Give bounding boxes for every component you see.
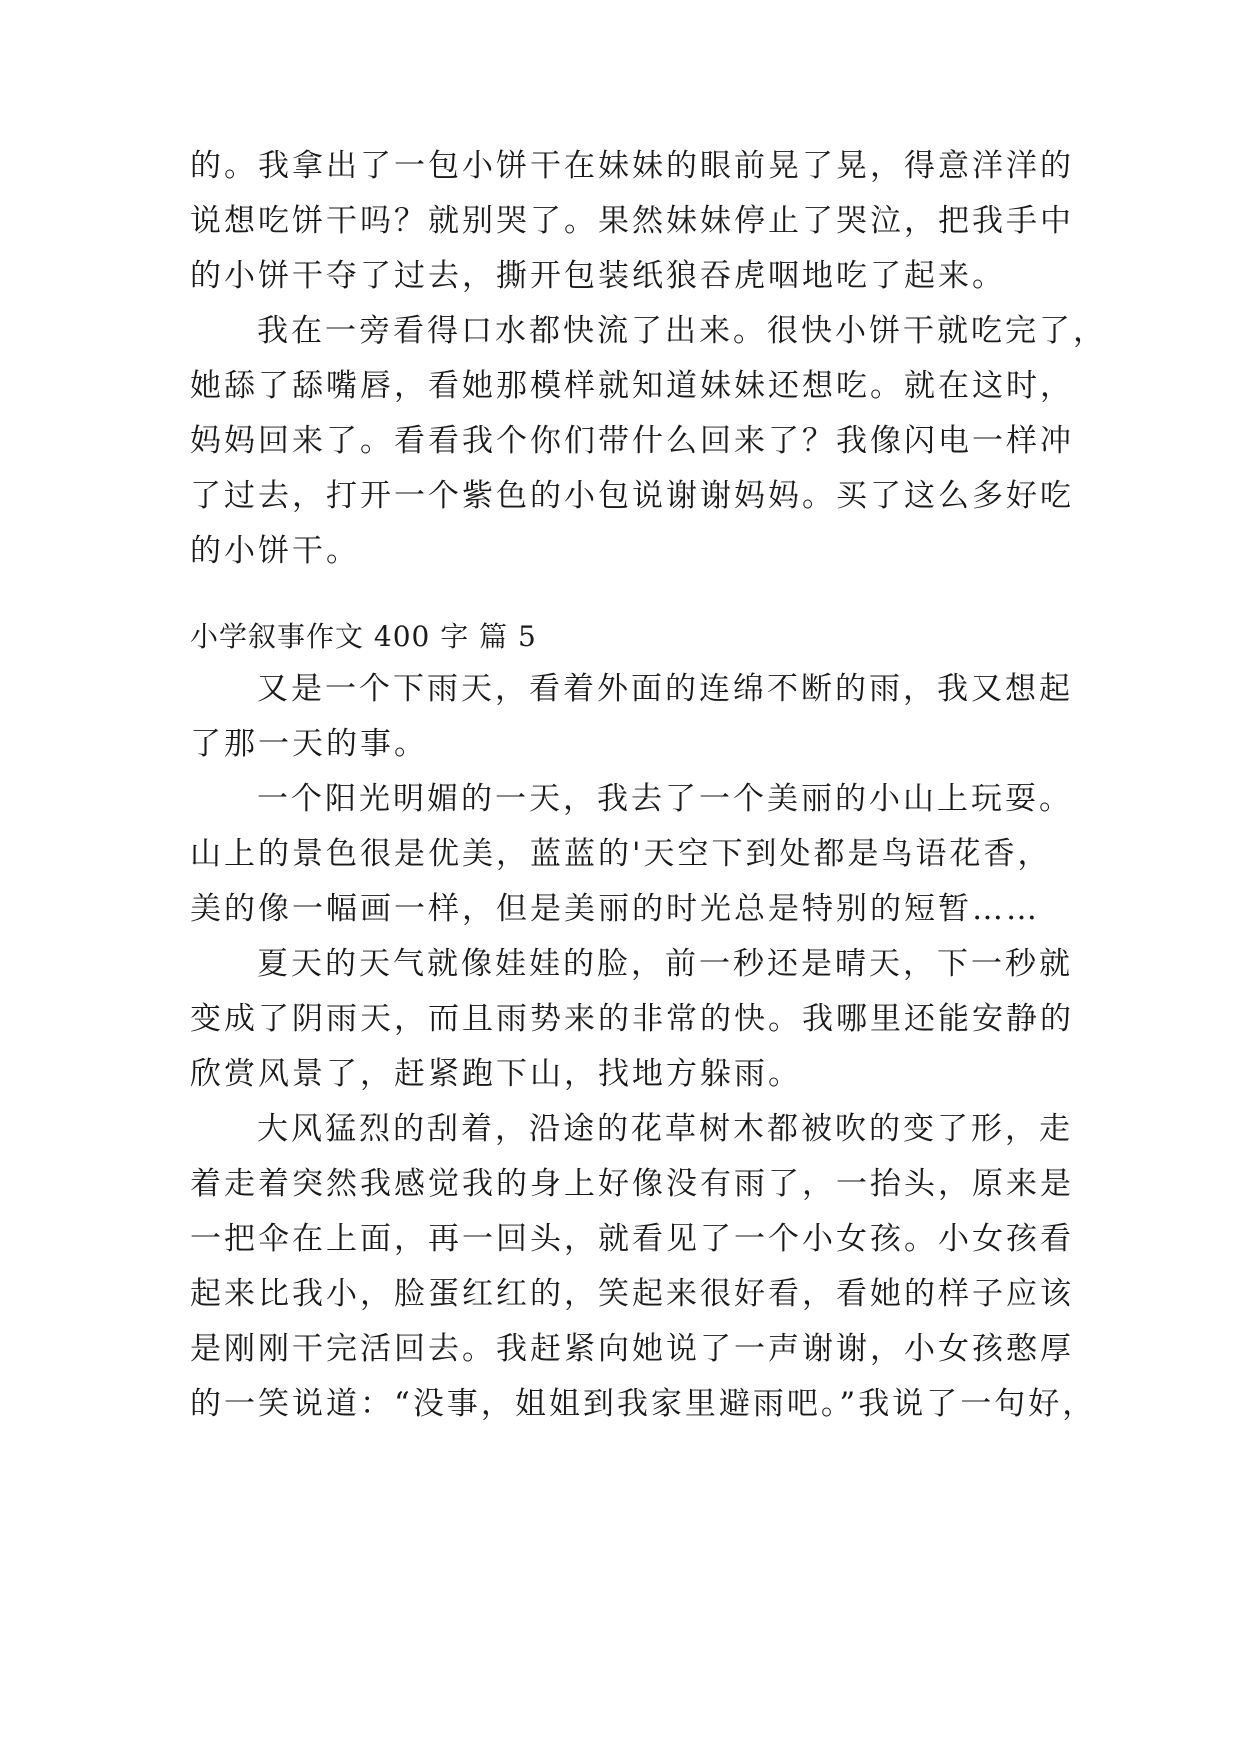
text-line: 一个阳光明媚的一天，我去了一个美丽的小山上玩耍。 (257, 781, 1073, 817)
text-line: 变成了阴雨天，而且雨势来的非常的快。我哪里还能安静的 (190, 1001, 1074, 1037)
text-line: 大风猛烈的刮着，沿途的花草树木都被吹的变了形，走 (257, 1111, 1073, 1147)
text-line: 山上的景色很是优美，蓝蓝的'天空下到处都是鸟语花香， (190, 836, 1052, 872)
text-line: 的小饼干夺了过去，撕开包装纸狼吞虎咽地吃了起来。 (190, 258, 1006, 294)
text-line: 着走着突然我感觉我的身上好像没有雨了，一抬头，原来是 (190, 1166, 1074, 1202)
text-line: 说想吃饼干吗？就别哭了。果然妹妹停止了哭泣，把我手中 (190, 203, 1074, 239)
text-line: 的。我拿出了一包小饼干在妹妹的眼前晃了晃，得意洋洋的 (190, 148, 1074, 184)
text-line: 的小饼干。 (190, 533, 360, 569)
text-line: 夏天的天气就像娃娃的脸，前一秒还是晴天，下一秒就 (257, 946, 1073, 982)
section-heading: 小学叙事作文 400 字 篇 5 (190, 620, 537, 653)
text-line: 她舔了舔嘴唇，看她那模样就知道妹妹还想吃。就在这时， (190, 368, 1074, 404)
text-line: 的一笑说道：“没事，姐姐到我家里避雨吧。”我说了一句好， (190, 1386, 1097, 1422)
text-line: 是刚刚干完活回去。我赶紧向她说了一声谢谢，小女孩憨厚 (190, 1331, 1074, 1367)
text-line: 了那一天的事。 (190, 726, 428, 762)
text-line: 起来比我小，脸蛋红红的，笑起来很好看，看她的样子应该 (190, 1276, 1074, 1312)
text-line: 一把伞在上面，再一回头，就看见了一个小女孩。小女孩看 (190, 1221, 1074, 1257)
text-line: 我在一旁看得口水都快流了出来。很快小饼干就吃完了， (257, 313, 1107, 349)
text-line: 了过去，打开一个紫色的小包说谢谢妈妈。买了这么多好吃 (190, 478, 1074, 514)
text-line: 又是一个下雨天，看着外面的连绵不断的雨，我又想起 (257, 671, 1073, 707)
text-line: 妈妈回来了。看看我个你们带什么回来了？我像闪电一样冲 (190, 423, 1074, 459)
text-line: 美的像一幅画一样，但是美丽的时光总是特别的短暂…… (190, 891, 1040, 927)
text-line: 欣赏风景了，赶紧跑下山，找地方躲雨。 (190, 1056, 802, 1092)
